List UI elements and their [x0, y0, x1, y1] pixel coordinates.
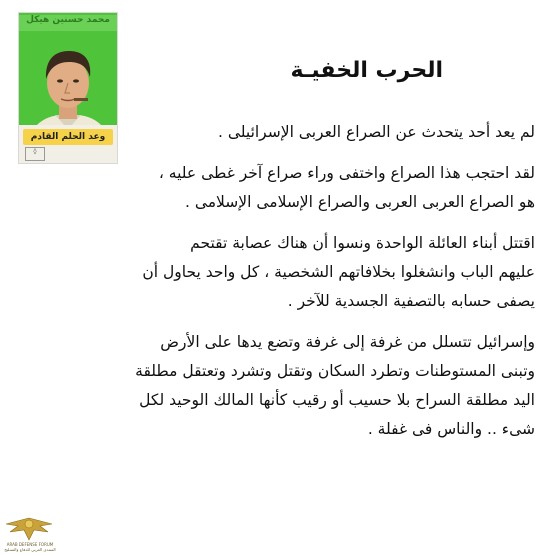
text-line: هو الصراع العربى العربى والصراع الإسلامى الإسلامى .	[184, 193, 535, 211]
text-line: اليد مطلقة السراح بلا حسيب أو رقيب كأنها المالك الوحيد لكل	[139, 391, 535, 409]
article-body	[20, 118, 535, 456]
text-line: لم يعد أحد يتحدث عن الصراع العربى الإسرائيلى .	[217, 123, 535, 141]
eagle-icon	[4, 512, 54, 544]
publisher-logo: ◊	[25, 147, 45, 161]
text-line: عليهم الباب وانشغلوا بخلافاتهم الشخصية ، كل واحد يحاول أن	[142, 263, 535, 281]
text-line: يصفى حسابه بالتصفية الجسدية للآخر .	[287, 292, 535, 310]
watermark-text: ARAB DEFENSE FORUM المنتدى العربي للدفاع والتسليح	[4, 542, 56, 552]
text-line: وتبنى المستوطنات وتطرد السكان وتقتل وتشرد وتعتقل مطلقة	[135, 362, 535, 380]
paragraph-4	[20, 328, 535, 444]
text-line: لقد احتجب هذا الصراع واختفى وراء صراع آخر غطى عليه ،	[158, 164, 535, 182]
forum-watermark-logo	[4, 512, 54, 552]
text-line: اقتتل أبناء العائلة الواحدة ونسوا أن هناك عصابة تقتحم	[190, 234, 535, 252]
text-line: وإسرائيل تتسلل من غرفة إلى غرفة وتضع يدها على الأرض	[160, 333, 535, 351]
paragraph-3	[20, 229, 535, 316]
cover-title: وعد الحلم القادم	[23, 129, 113, 145]
cover-author: محمد حسنين هيكل	[19, 15, 117, 31]
paragraph-2	[20, 159, 535, 217]
paragraph-1	[20, 118, 535, 147]
text-line: شىء .. والناس فى غفلة .	[367, 420, 535, 438]
page-title: الحرب الخفيـة	[290, 58, 443, 83]
